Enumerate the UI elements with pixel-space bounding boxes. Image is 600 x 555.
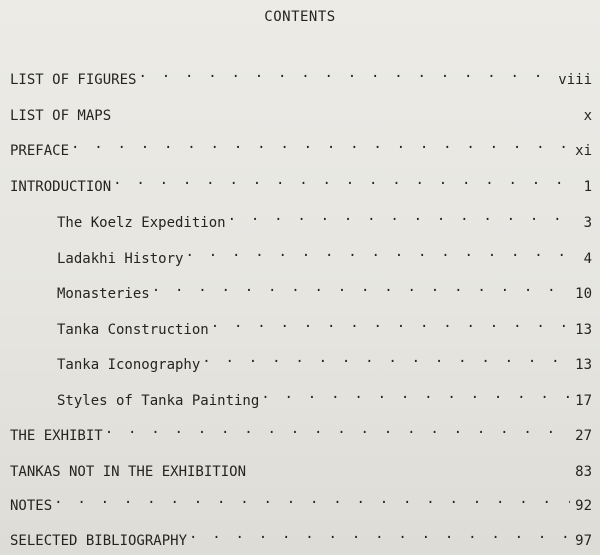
toc-page-number: x: [583, 108, 592, 124]
toc-entry-tanka-iconography: [57, 347, 592, 373]
dot-leader: [211, 312, 570, 334]
toc-entry-label: Monasteries: [57, 286, 150, 302]
toc-entry-list-of-figures: [10, 62, 592, 88]
toc-page-number: xi: [575, 143, 592, 159]
toc-entry-koelz-expedition: [57, 205, 592, 231]
toc-page-number: 10: [575, 286, 592, 302]
toc-entry-label: THE EXHIBIT: [10, 428, 103, 444]
toc-entry-the-exhibit: [10, 418, 592, 444]
toc-entry-preface: [10, 133, 592, 159]
dot-leader: [202, 347, 570, 369]
toc-entry-monasteries: [57, 276, 592, 302]
toc-entry-label: LIST OF MAPS: [10, 108, 112, 124]
dot-leader: [185, 241, 570, 263]
page-title: CONTENTS: [264, 9, 336, 25]
dot-leader: [105, 418, 570, 440]
dot-leader: [138, 62, 554, 84]
toc-entry-label: INTRODUCTION: [10, 179, 112, 195]
toc-page-number: 27: [575, 428, 592, 444]
dot-leader: [152, 276, 570, 298]
toc-entry-label: TANKAS NOT IN THE EXHIBITION: [10, 464, 247, 480]
toc-entry-ladakhi-history: [57, 241, 592, 267]
toc-page-number: 13: [575, 322, 592, 338]
toc-entry-label: The Koelz Expedition: [57, 215, 226, 231]
toc-page-number: 83: [575, 464, 592, 480]
toc-page-number: viii: [558, 72, 592, 88]
toc-page-number: 97: [575, 533, 592, 549]
toc-entry-tankas-not-in-exhibition: [10, 454, 592, 480]
toc-entry-label: Ladakhi History: [57, 251, 184, 267]
toc-entry-label: NOTES: [10, 498, 53, 514]
dot-leader: [71, 133, 570, 155]
toc-entry-label: LIST OF FIGURES: [10, 72, 137, 88]
toc-entry-styles-of-tanka-painting: [57, 383, 592, 409]
toc-entry-selected-bibliography: [10, 523, 592, 549]
toc-page-number: 4: [583, 251, 592, 267]
toc-entry-label: Tanka Construction: [57, 322, 209, 338]
toc-page-number: 13: [575, 357, 592, 373]
toc-entry-tanka-construction: [57, 312, 592, 338]
toc-entry-list-of-maps: [10, 98, 592, 124]
toc-entry-notes: [10, 488, 592, 514]
toc-entry-label: PREFACE: [10, 143, 70, 159]
toc-page-number: 17: [575, 393, 592, 409]
dot-leader: [189, 523, 570, 545]
dot-leader: [54, 488, 570, 510]
toc-page-number: 3: [583, 215, 592, 231]
toc-entry-label: Tanka Iconography: [57, 357, 201, 373]
toc-entry-introduction: [10, 169, 592, 195]
dot-leader: [113, 169, 570, 191]
dot-leader: [261, 383, 570, 405]
toc-page-number: 1: [583, 179, 592, 195]
toc-entry-label: SELECTED BIBLIOGRAPHY: [10, 533, 188, 549]
dot-leader: [228, 205, 570, 227]
toc-entry-label: Styles of Tanka Painting: [57, 393, 260, 409]
toc-page-number: 92: [575, 498, 592, 514]
